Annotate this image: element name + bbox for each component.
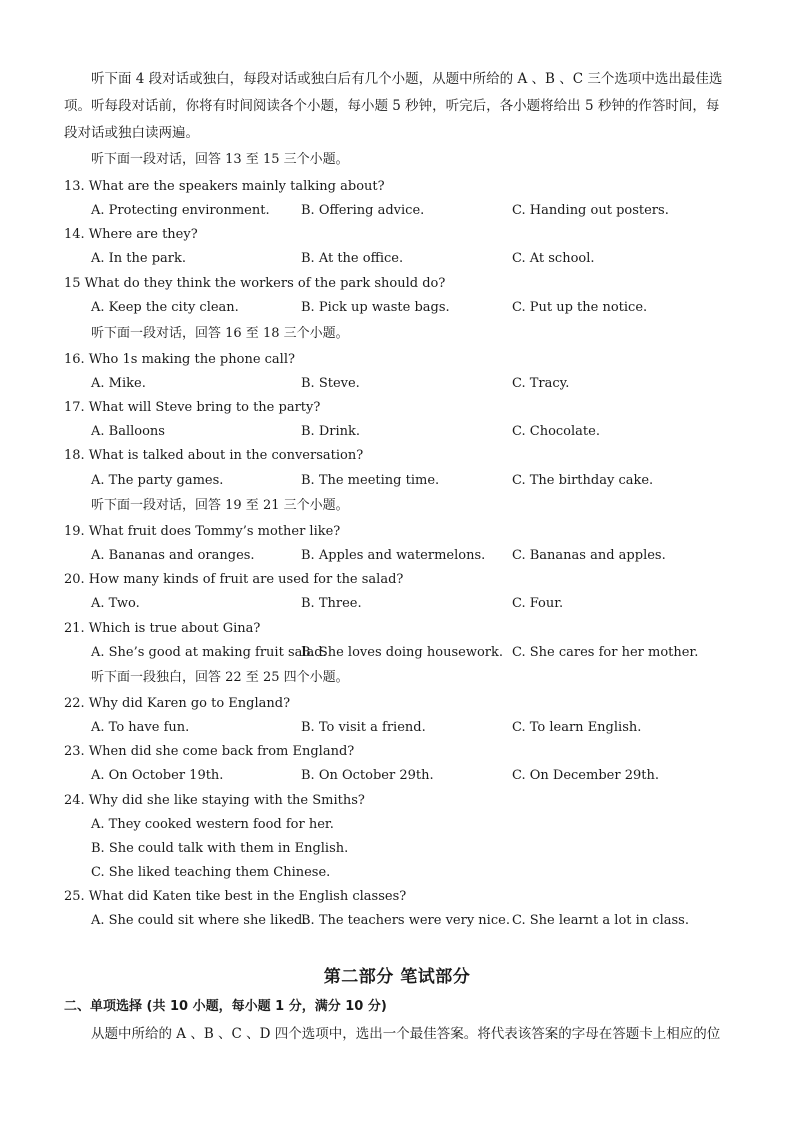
q14-option-c: C. At school. bbox=[512, 251, 595, 266]
q19-option-b: B. Apples and watermelons. bbox=[301, 548, 486, 563]
question-25: 25. What did Katen tike best in the English classes? bbox=[64, 889, 407, 904]
group-instruction-1: 听下面一段对话，回答 13 至 15 三个小题。 bbox=[91, 152, 349, 167]
q15-option-b: B. Pick up waste bags. bbox=[301, 300, 450, 315]
q24-option-a: A. They cooked western food for her. bbox=[91, 817, 334, 832]
group-instruction-3: 听下面一段对话，回答 19 至 21 三个小题。 bbox=[91, 498, 349, 513]
q19-option-a: A. Bananas and oranges. bbox=[91, 548, 255, 563]
q14-option-b: B. At the office. bbox=[301, 251, 404, 266]
q13-option-a: A. Protecting environment. bbox=[91, 203, 270, 218]
q18-option-a: A. The party games. bbox=[91, 473, 224, 488]
q19-option-c: C. Bananas and apples. bbox=[512, 548, 666, 563]
question-20: 20. How many kinds of fruit are used for the salad? bbox=[64, 572, 404, 587]
q16-option-a: A. Mike. bbox=[91, 376, 146, 391]
q22-option-b: B. To visit a friend. bbox=[301, 720, 426, 735]
question-22: 22. Why did Karen go to England? bbox=[64, 696, 291, 711]
question-24: 24. Why did she like staying with the Smiths? bbox=[64, 793, 365, 808]
q15-option-a: A. Keep the city clean. bbox=[91, 300, 239, 315]
question-13: 13. What are the speakers mainly talking about? bbox=[64, 179, 385, 194]
section-title: 第二部分 笔试部分 bbox=[323, 967, 471, 987]
q17-option-a: A. Balloons bbox=[91, 424, 165, 439]
listening-instructions-line-1: 听下面 4 段对话或独白，每段对话或独白后有几个小题，从题中所给的 A 、B 、C 三个选项中选出最佳选 bbox=[91, 71, 723, 87]
q16-option-b: B. Steve. bbox=[301, 376, 360, 391]
question-21: 21. Which is true about Gina? bbox=[64, 621, 261, 636]
q20-option-b: B. Three. bbox=[301, 596, 362, 611]
q18-option-c: C. The birthday cake. bbox=[512, 473, 654, 488]
q21-option-c: C. She cares for her mother. bbox=[512, 645, 699, 660]
question-14: 14. Where are they? bbox=[64, 227, 198, 242]
q21-option-b: B. She loves doing housework. bbox=[301, 645, 503, 660]
q13-option-b: B. Offering advice. bbox=[301, 203, 425, 218]
q21-option-a: A. She’s good at making fruit salad. bbox=[91, 645, 327, 660]
q17-option-c: C. Chocolate. bbox=[512, 424, 600, 439]
listening-instructions-line-3: 段对话或独白读两遍。 bbox=[64, 125, 199, 141]
q13-option-c: C. Handing out posters. bbox=[512, 203, 669, 218]
q25-option-a: A. She could sit where she liked. bbox=[91, 913, 307, 928]
q22-option-a: A. To have fun. bbox=[91, 720, 190, 735]
q24-option-b: B. She could talk with them in English. bbox=[91, 841, 349, 856]
question-18: 18. What is talked about in the conversation? bbox=[64, 448, 364, 463]
question-15: 15 What do they think the workers of the park should do? bbox=[64, 276, 446, 291]
group-instruction-4: 听下面一段独白，回答 22 至 25 四个小题。 bbox=[91, 670, 349, 685]
q14-option-a: A. In the park. bbox=[91, 251, 187, 266]
q24-option-c: C. She liked teaching them Chinese. bbox=[91, 865, 331, 880]
q15-option-c: C. Put up the notice. bbox=[512, 300, 648, 315]
group-instruction-2: 听下面一段对话，回答 16 至 18 三个小题。 bbox=[91, 326, 349, 341]
q17-option-b: B. Drink. bbox=[301, 424, 360, 439]
q18-option-b: B. The meeting time. bbox=[301, 473, 440, 488]
q23-option-a: A. On October 19th. bbox=[91, 768, 224, 783]
part-heading: 二、单项选择 (共 10 小题，每小题 1 分，满分 10 分) bbox=[64, 999, 387, 1014]
q25-option-c: C. She learnt a lot in class. bbox=[512, 913, 689, 928]
question-16: 16. Who 1s making the phone call? bbox=[64, 352, 295, 367]
question-19: 19. What fruit does Tommy’s mother like? bbox=[64, 524, 341, 539]
q20-option-c: C. Four. bbox=[512, 596, 564, 611]
listening-instructions-line-2: 项。听每段对话前，你将有时间阅读各个小题，每小题 5 秒钟，听完后，各小题将给出 5 秒钟的作答时间，每 bbox=[64, 98, 720, 114]
q23-option-b: B. On October 29th. bbox=[301, 768, 434, 783]
q22-option-c: C. To learn English. bbox=[512, 720, 642, 735]
q25-option-b: B. The teachers were very nice. bbox=[301, 913, 510, 928]
part-instruction: 从题中所给的 A 、B 、C 、D 四个选项中，选出一个最佳答案。将代表该答案的字母在答题卡上相应的位 bbox=[91, 1026, 721, 1042]
q20-option-a: A. Two. bbox=[91, 596, 140, 611]
q16-option-c: C. Tracy. bbox=[512, 376, 570, 391]
question-23: 23. When did she come back from England? bbox=[64, 744, 355, 759]
q23-option-c: C. On December 29th. bbox=[512, 768, 659, 783]
question-17: 17. What will Steve bring to the party? bbox=[64, 400, 321, 415]
